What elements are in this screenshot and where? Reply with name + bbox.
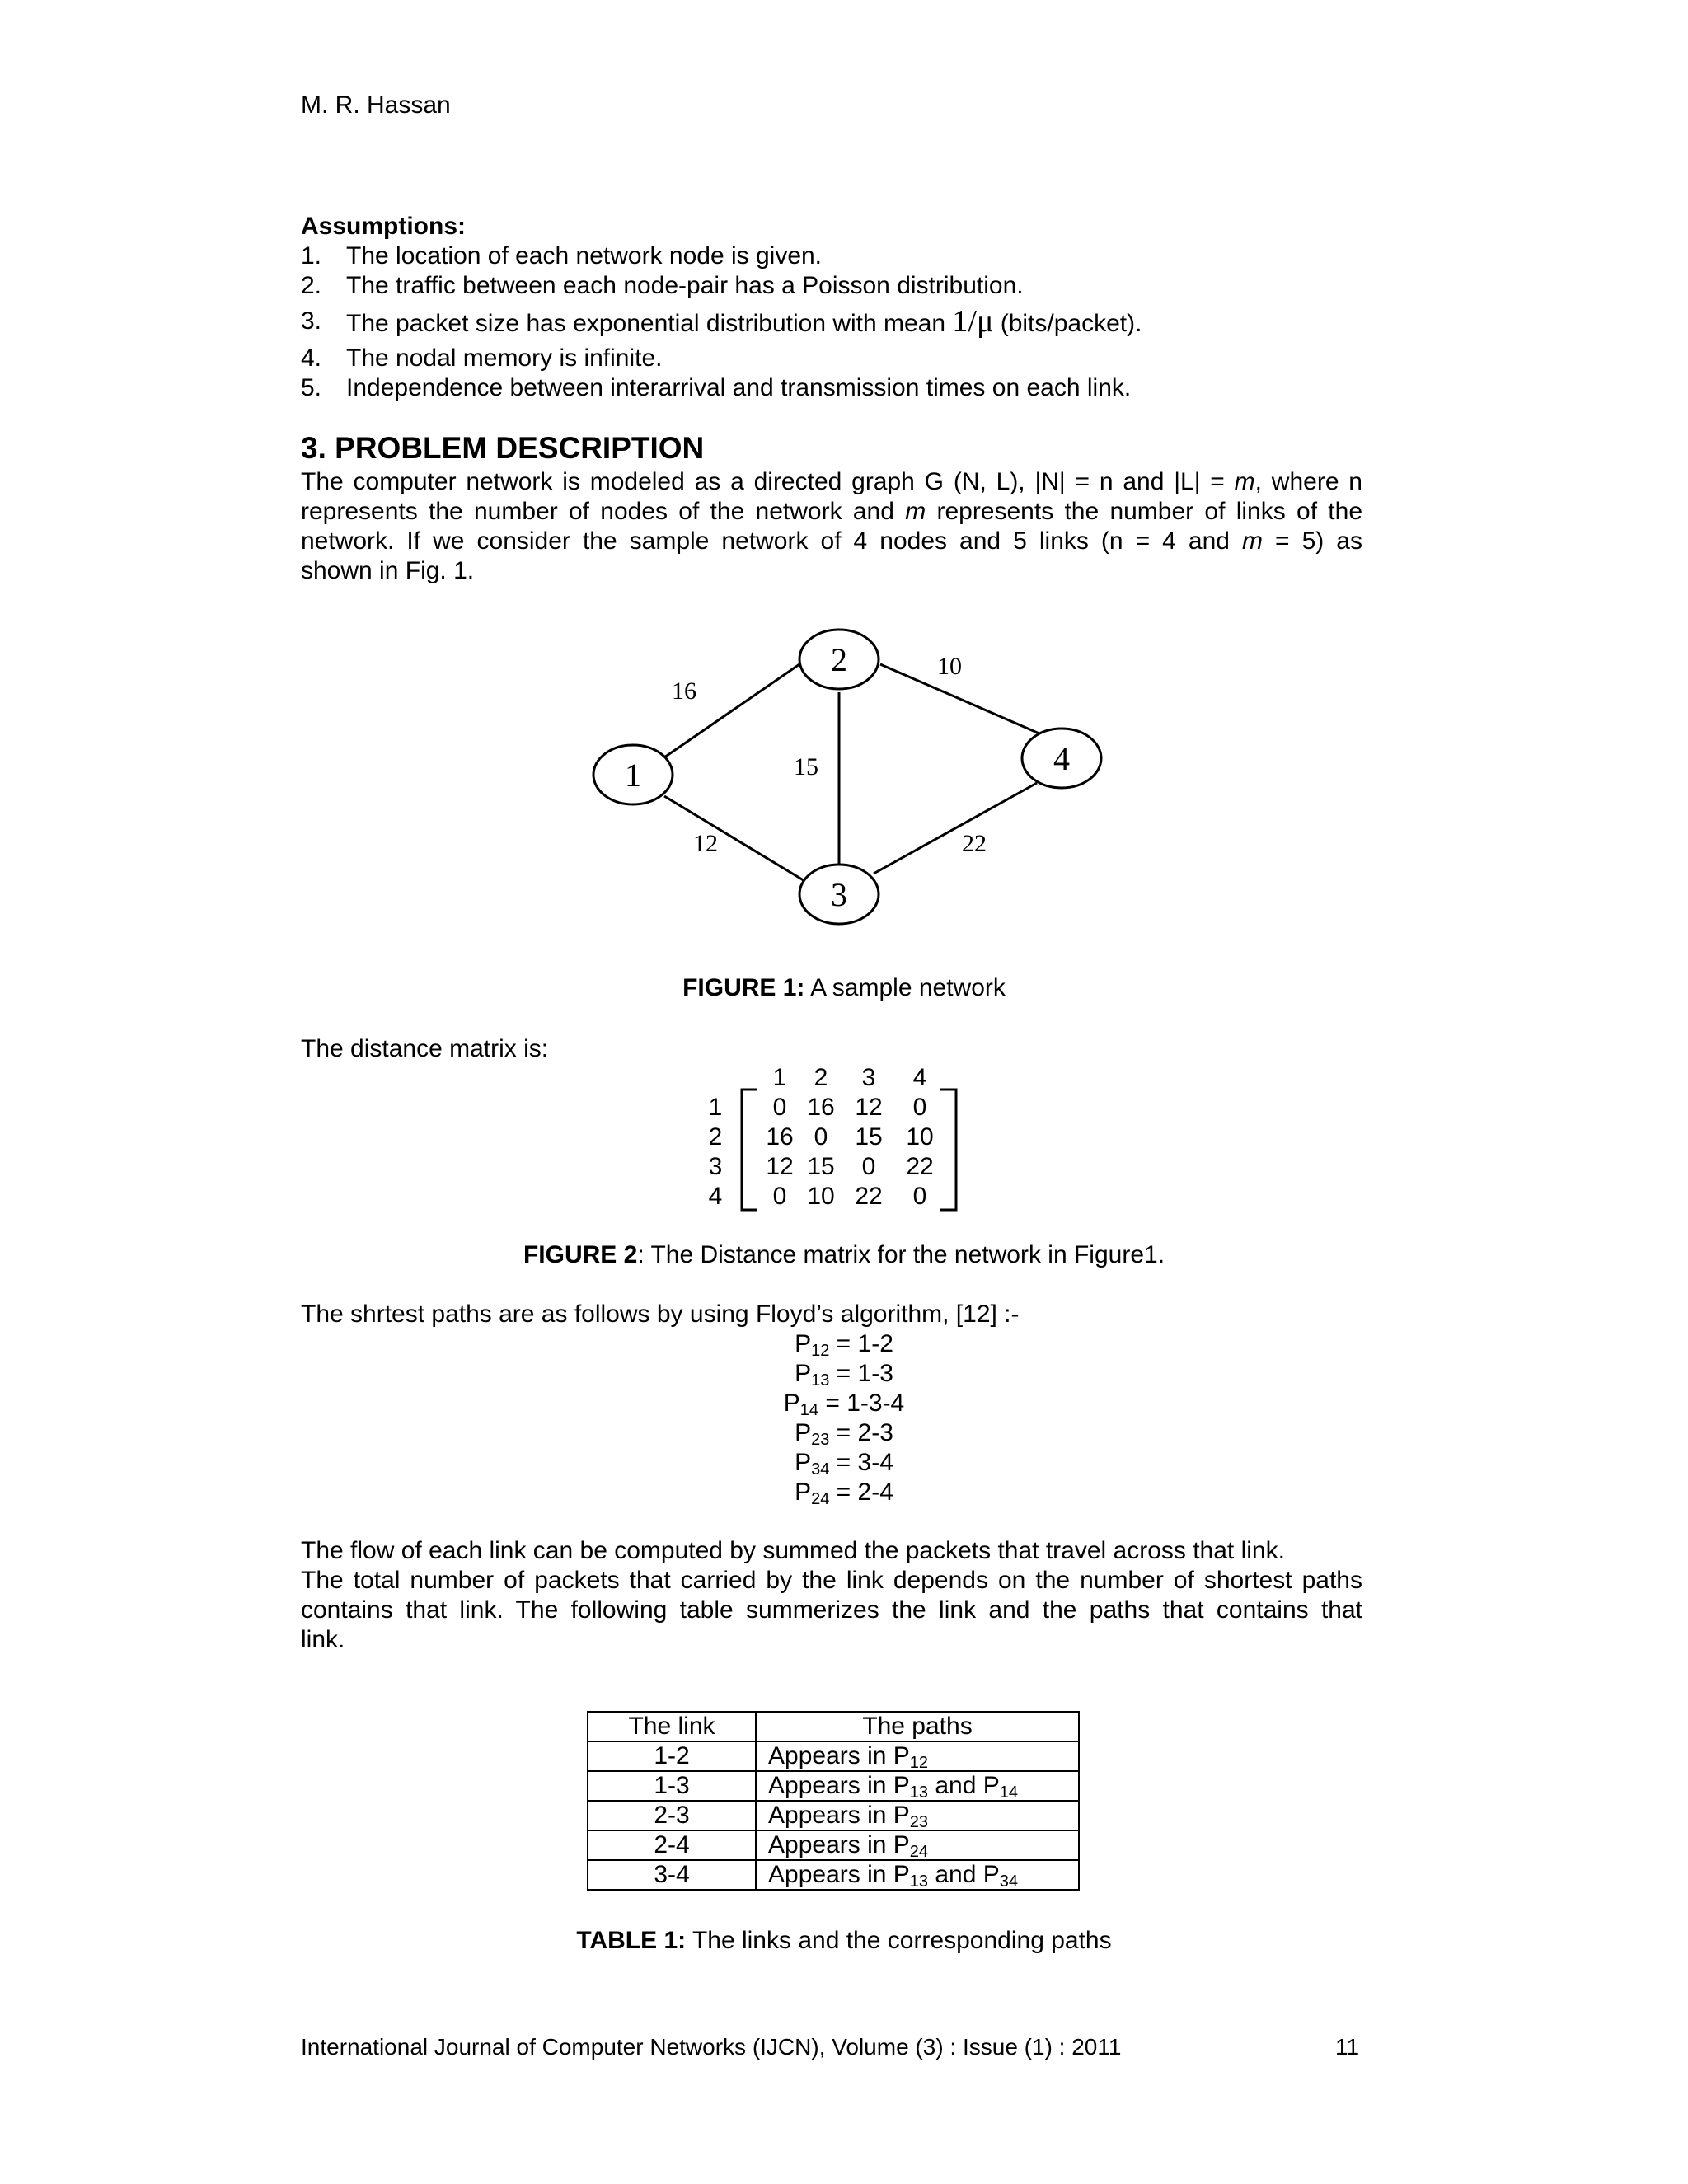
matrix-cell: 16 (807, 1094, 835, 1121)
matrix-cell: 22 (906, 1153, 934, 1180)
shortest-paths-list (0, 1329, 1688, 1507)
paragraph-line: The computer network is modeled as a directed graph G (N, L), |N| = n and |L| = m, where n (301, 468, 1362, 495)
assumptions-list: 1. The location of each network node is given. 2. The traffic between each node-pair has a Poisson distribution. 3. The packet size has exponential distribution with mean 1/μ (bits/packet). 4. The nodal memory is infinite. 5. Independence between interarrival and transmission times on each link. (301, 242, 1142, 401)
matrix-cell: 0 (772, 1183, 787, 1210)
matrix-cell: 0 (814, 1123, 828, 1151)
paths-cell: Appears in $P_{23}$ (756, 1801, 1079, 1830)
matrix-cell: 0 (912, 1183, 927, 1210)
paths-cell: Appears in $P_{24}$ (756, 1830, 1079, 1860)
distance-matrix-intro: The distance matrix is: (301, 1035, 549, 1062)
link-cell: 3-4 (588, 1860, 756, 1890)
paragraph-line: represents the number of nodes of the network and m represents the number of links of the (301, 498, 1362, 525)
list-item: $P_{23} = 2-3$ (795, 1419, 893, 1449)
matrix-cell: 15 (855, 1123, 883, 1151)
matrix-cell: 12 (766, 1153, 794, 1180)
paragraph-line: network. If we consider the sample network of 4 nodes and 5 links (n = 4 and m = 5) as (301, 527, 1362, 555)
paragraph-line: The flow of each link can be computed by summed the packets that travel across that link. (301, 1537, 1285, 1564)
node-label-4: 4 (1053, 740, 1070, 777)
table-row (588, 1771, 1079, 1801)
matrix-cell: 10 (906, 1123, 934, 1151)
footer-journal: International Journal of Computer Networks (IJCN), Volume (3) : Issue (1) : 2011 (301, 2034, 1122, 2060)
matrix-cell: 22 (855, 1183, 883, 1210)
matrix-row-label: 3 (708, 1153, 723, 1180)
list-item: $P_{12} = 1-2$ (795, 1330, 893, 1360)
matrix-col-label: 4 (912, 1064, 927, 1091)
figure1-caption: FIGURE 1: A sample network (682, 974, 1006, 1001)
edge-weight-3-4: 22 (962, 830, 987, 857)
link-cell: 1-3 (588, 1771, 756, 1801)
page-number: 11 (1335, 2034, 1360, 2060)
node-label-3: 3 (831, 876, 847, 913)
edge-1-3 (664, 796, 806, 882)
matrix-cell: 0 (772, 1094, 787, 1121)
matrix-col-label: 1 (772, 1064, 787, 1091)
matrix-right-bracket (940, 1090, 956, 1210)
links-table (587, 1711, 1080, 1891)
link-cell: 2-4 (588, 1830, 756, 1860)
list-item: $P_{13} = 1-3$ (795, 1360, 893, 1390)
matrix-cell: 16 (766, 1123, 794, 1151)
matrix-cell: 10 (807, 1183, 835, 1210)
matrix-cell: 15 (807, 1153, 835, 1180)
table-row (588, 1801, 1079, 1830)
table-row (588, 1741, 1079, 1771)
matrix-row-label: 1 (708, 1094, 723, 1121)
list-item: $P_{34} = 3-4$ (795, 1449, 893, 1479)
table-header-row (588, 1712, 1079, 1741)
running-header-author: M. R. Hassan (301, 91, 451, 119)
edge-3-4 (874, 783, 1037, 874)
network-graph (0, 0, 1688, 972)
matrix-cell: 0 (912, 1094, 927, 1121)
paragraph-line: contains that link. The following table summerizes the link and the paths that contains that (301, 1596, 1362, 1624)
paths-cell: Appears in $P_{12}$ (756, 1741, 1079, 1771)
paths-cell: Appears in $P_{13}$ and $P_{14}$ (756, 1771, 1079, 1801)
matrix-col-label: 2 (814, 1064, 828, 1091)
edge-weight-2-4: 10 (937, 653, 962, 680)
section-heading: 3. PROBLEM DESCRIPTION (301, 431, 705, 465)
column-header-link: The link (588, 1712, 756, 1741)
matrix-left-bracket (742, 1090, 757, 1210)
figure2-caption: FIGURE 2: The Distance matrix for the network in Figure1. (523, 1241, 1165, 1268)
flow-paragraph (301, 1536, 1362, 1655)
matrix-cell: 12 (855, 1094, 883, 1121)
matrix-cell: 0 (861, 1153, 876, 1180)
edge-weight-1-2: 16 (672, 677, 696, 705)
mean-formula: 1/μ (952, 304, 994, 339)
matrix-row-label: 4 (708, 1183, 723, 1210)
paragraph-line: The total number of packets that carried by the link depends on the number of shortest paths (301, 1567, 1362, 1594)
paths-cell: Appears in $P_{13}$ and $P_{34}$ (756, 1860, 1079, 1890)
list-item: $P_{14} = 1-3-4$ (783, 1390, 905, 1419)
edge-weight-1-3: 12 (693, 830, 718, 857)
matrix-row-label: 2 (708, 1123, 723, 1151)
paragraph-line: link. (301, 1626, 345, 1653)
paragraph-line: shown in Fig. 1. (301, 557, 475, 584)
node-label-2: 2 (831, 641, 847, 678)
link-cell: 2-3 (588, 1801, 756, 1830)
edge-weight-2-3: 15 (794, 753, 818, 780)
table-row (588, 1830, 1079, 1860)
node-label-1: 1 (625, 757, 641, 794)
assumptions-heading: Assumptions: (301, 213, 467, 240)
shortest-paths-intro: The shrtest paths are as follows by using Floyd’s algorithm, [12] :- (301, 1301, 1020, 1328)
column-header-paths: The paths (756, 1712, 1079, 1741)
table-row (588, 1860, 1079, 1890)
matrix-col-label: 3 (861, 1064, 876, 1091)
table1-caption: TABLE 1: The links and the corresponding paths (576, 1927, 1112, 1954)
list-item: $P_{24} = 2-4$ (795, 1479, 893, 1508)
edge-2-4 (880, 664, 1047, 737)
link-cell: 1-2 (588, 1741, 756, 1771)
